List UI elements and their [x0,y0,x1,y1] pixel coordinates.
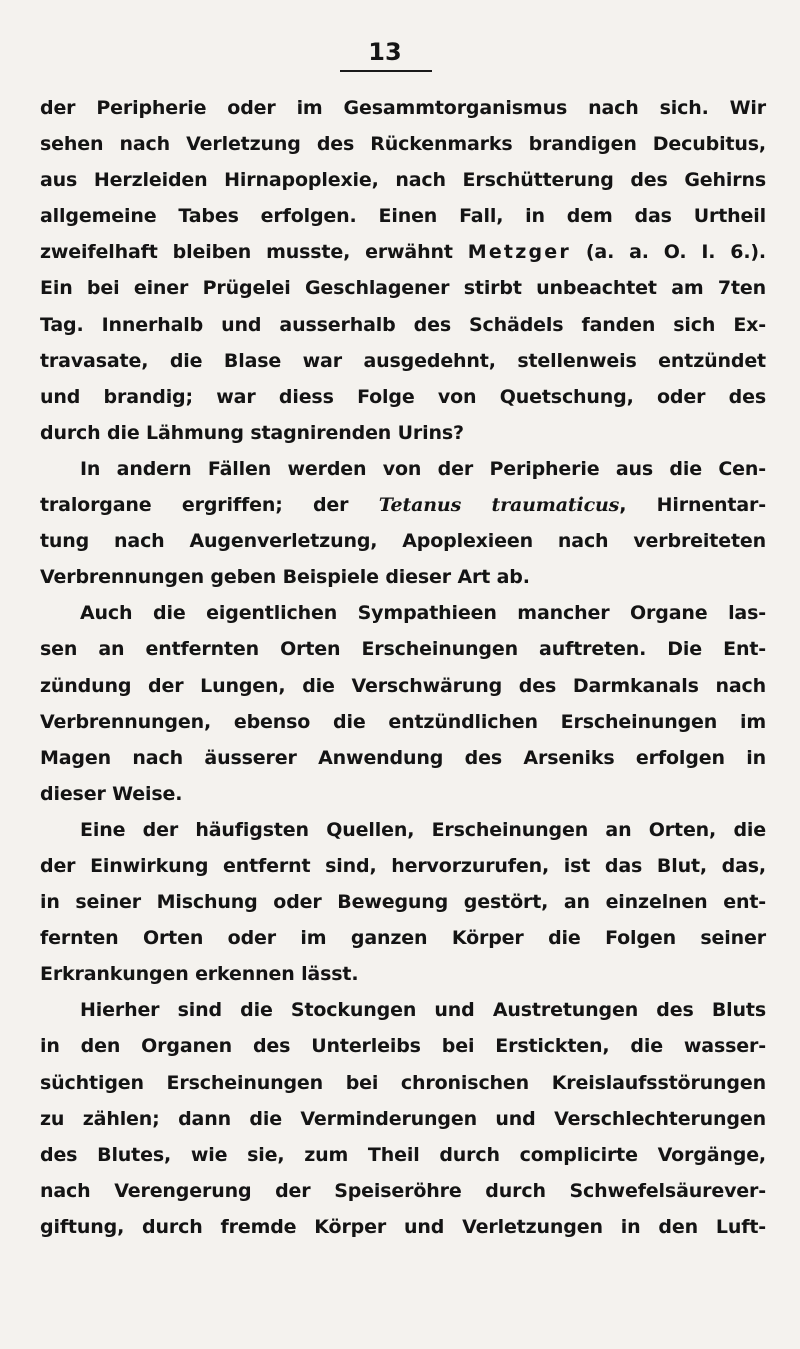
text-segment: zweifelhaft bleiben musste, erwähnt [40,241,468,264]
text-line: Tag. Innerhalb und ausserhalb des Schädels fanden sich Ex- [40,313,766,336]
text-line: zu zählen; dann die Verminderungen und Verschlechterungen [40,1107,766,1130]
page-number: 13 [368,38,402,66]
text-line: tung nach Augenverletzung, Apoplexieen nach verbreiteten [40,530,766,553]
text-line: allgemeine Tabes erfolgen. Einen Fall, in dem das Urtheil [40,205,766,228]
text-line: Magen nach äusserer Anwendung des Arseniks erfolgen in [40,746,766,769]
text-line: Verbrennungen, ebenso die entzündlichen Erscheinungen im [40,710,766,733]
text-line: der Peripherie oder im Gesammtorganismus nach sich. Wir [40,97,766,119]
text-line: süchtigen Erscheinungen bei chronischen Kreislaufsstörungen [40,1071,766,1094]
text-line: in den Organen des Unterleibs bei Erstickten, die wasser- [40,1035,766,1058]
text-line: dieser Weise. [40,782,183,805]
text-segment: , Hirnentar- [619,494,766,517]
text-segment: tralorgane ergriffen; der [40,494,379,517]
text-line: travasate, die Blase war ausgedehnt, stellenweis entzündet [40,349,766,372]
text-line: Eine der häufigsten Quellen, Erscheinungen an Orten, die [80,818,766,841]
text-line: und brandig; war diess Folge von Quetschung, oder des [40,385,766,408]
text-line: fernten Orten oder im ganzen Körper die Folgen seiner [40,927,766,950]
text-line: Ein bei einer Prügelei Geschlagener stirbt unbeachtet am 7ten [40,277,766,300]
text-line: nach Verengerung der Speiseröhre durch Schwefelsäurever- [40,1179,766,1202]
text-line: Verbrennungen geben Beispiele dieser Art ab. [40,566,530,589]
text-line: zündung der Lungen, die Verschwärung des Darmkanals nach [40,674,766,697]
text-line: giftung, durch fremde Körper und Verletzungen in den Luft- [40,1215,766,1238]
page-number-underline [340,70,432,72]
text-line: der Einwirkung entfernt sind, hervorzurufen, ist das Blut, das, [40,854,766,877]
text-line: Erkrankungen erkennen lässt. [40,963,359,986]
text-line [40,487,766,523]
text-line [40,234,766,270]
text-line: Auch die eigentlichen Sympathieen mancher Organe las- [80,602,766,625]
text-line: aus Herzleiden Hirnapoplexie, nach Erschütterung des Gehirns [40,169,766,192]
text-segment: (a. a. O. I. 6.). [570,241,766,264]
text-line: durch die Lähmung stagnirenden Urins? [40,421,464,444]
text-line: sen an entfernten Orten Erscheinungen auftreten. Die Ent- [40,638,766,661]
italic-term: Tetanus traumaticus [378,494,620,517]
author-name: Metzger [467,241,571,264]
text-line: in seiner Mischung oder Bewegung gestört, an einzelnen ent- [40,891,766,914]
text-line: Hierher sind die Stockungen und Austretungen des Bluts [80,999,766,1022]
text-line: des Blutes, wie sie, zum Theil durch complicirte Vorgänge, [40,1143,766,1166]
body-text [40,90,766,1245]
text-line: sehen nach Verletzung des Rückenmarks brandigen Decubitus, [40,133,766,156]
text-line: In andern Fällen werden von der Peripherie aus die Cen- [80,457,766,480]
